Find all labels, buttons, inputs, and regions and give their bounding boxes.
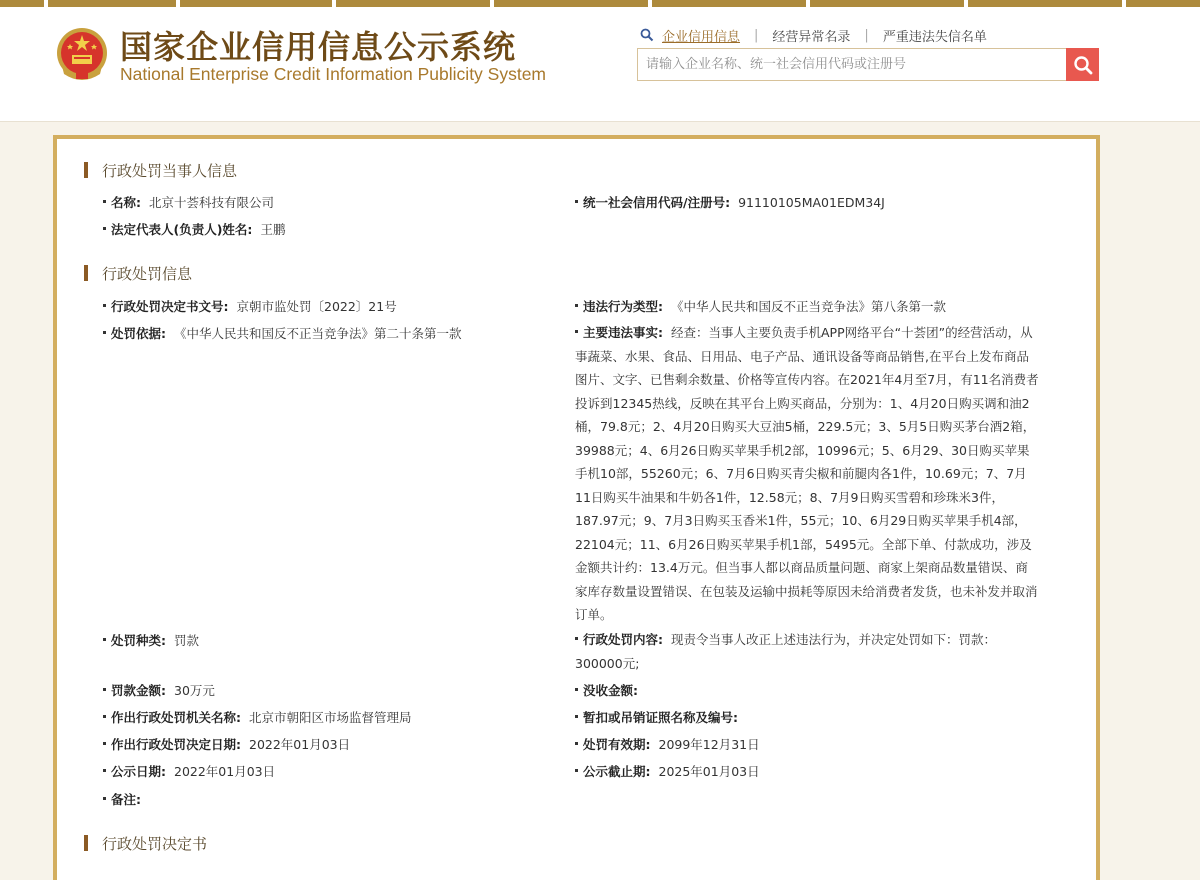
field-name (103, 194, 274, 212)
field-legal-rep (103, 221, 285, 239)
field-valid-period (575, 736, 760, 754)
top-bar-notch (648, 0, 652, 7)
site-title-cn: 国家企业信用信息公示系统 (120, 28, 517, 66)
search-button[interactable] (1066, 48, 1099, 81)
field-value: 30万元 (174, 683, 215, 698)
field-value: 罚款 (174, 633, 200, 648)
field-main-facts (575, 321, 1040, 627)
field-label: 没收金额: (583, 683, 638, 698)
top-bar-notch (806, 0, 810, 7)
site-header (0, 0, 1200, 122)
bullet-dot (575, 330, 578, 333)
top-nav (640, 26, 987, 44)
field-label: 处罚种类: (111, 633, 166, 648)
field-label: 公示日期: (111, 764, 166, 779)
bullet-dot (103, 769, 106, 772)
field-value: 2022年01月03日 (249, 737, 351, 752)
nav-abnormal-list[interactable]: 经营异常名录 (772, 29, 851, 45)
field-value: 王鹏 (260, 222, 286, 237)
bullet-dot (103, 304, 106, 307)
field-label: 公示截止期: (583, 764, 651, 779)
field-label: 名称: (111, 195, 141, 210)
site-title-en: National Enterprise Credit Information Publicity System (120, 64, 547, 84)
bullet-dot (103, 638, 106, 641)
bullet-dot (103, 797, 106, 800)
search-input[interactable] (637, 48, 1067, 81)
bullet-dot (575, 304, 578, 307)
nav-serious-violation[interactable]: 严重违法失信名单 (882, 29, 987, 45)
field-penalty-kind (103, 632, 199, 650)
top-bar-notch (44, 0, 48, 7)
national-emblem-icon (54, 26, 110, 84)
field-value: 现责令当事人改正上述违法行为，并决定处罚如下：罚款：300000元; (575, 632, 997, 671)
field-value: 北京十荟科技有限公司 (149, 195, 275, 210)
field-credit-code (575, 194, 885, 212)
field-label: 处罚有效期: (583, 737, 651, 752)
field-label: 备注: (111, 792, 141, 807)
field-decision-no (103, 298, 397, 316)
nav-enterprise-credit[interactable]: 企业信用信息 (662, 29, 741, 45)
section-title-party: 行政处罚当事人信息 (84, 160, 237, 181)
bullet-dot (103, 227, 106, 230)
search-icon (1073, 55, 1093, 75)
bullet-dot (103, 200, 106, 203)
field-publish-date (103, 763, 275, 781)
bullet-dot (575, 200, 578, 203)
field-value: 经查：当事人主要负责手机APP网络平台“十荟团”的经营活动，从事蔬菜、水果、食品、日用品、电子产品、通讯设备等商品销售,在平台上发布商品图片、文字、已售剩余数量、价格等宣传内容。在2021年4月至7月，有11名消费者投诉到12345热线，反映在其平台上购买商品，分别为：1、4月20日购买调和油2桶，79.8元；2、4月20日购买大豆油5桶，229.5元；3、5月5日购买茅台酒2箱，39988元；4、6月26日购买苹果手机2部，10996元；5、6月29、30日购买苹果手机10部，55260元；6、7月6日购买青尖椒和前腿肉各1件，10.69元；7、7月11日购买牛油果和牛奶各1件，12.58元；8、7月9日购买雪碧和珍珠米3件，187.97元；9、7月3日购买玉香米1件，55元；10、6月29日购买苹果手机4部，22104元；11、6月26日购买苹果手机1部，5495元。全部下单、付款成功，涉及金额共计约：13.4万元。但当事人都以商品质量问题、商家上架商品数量错误、商家库存数量设置错误、在包装及运输中损耗等原因未给消费者发货，也未补发并取消订单。 (575, 325, 1039, 622)
field-label: 统一社会信用代码/注册号: (583, 195, 731, 210)
top-bar-notch (176, 0, 180, 7)
field-value: 2025年01月03日 (658, 764, 760, 779)
field-fine-amount (103, 682, 215, 700)
field-authority (103, 709, 412, 727)
bullet-dot (575, 769, 578, 772)
field-label: 法定代表人(负责人)姓名: (111, 222, 253, 237)
field-label: 暂扣或吊销证照名称及编号: (583, 710, 738, 725)
bullet-dot (103, 331, 106, 334)
nav-divider: | (864, 27, 869, 43)
bullet-dot (575, 637, 578, 640)
field-basis (103, 325, 462, 343)
bullet-dot (103, 715, 106, 718)
field-publish-end (575, 763, 760, 781)
field-label: 处罚依据: (111, 326, 166, 341)
bullet-dot (575, 742, 578, 745)
bullet-dot (103, 688, 106, 691)
field-license (575, 709, 746, 727)
field-label: 作出行政处罚决定日期: (111, 737, 241, 752)
top-bar-notch (1122, 0, 1126, 7)
field-label: 行政处罚决定书文号: (111, 299, 229, 314)
top-accent-bar (0, 0, 1200, 7)
bullet-dot (575, 715, 578, 718)
field-remark (103, 791, 149, 809)
field-decision-date (103, 736, 350, 754)
field-value: 《中华人民共和国反不正当竞争法》第八条第一款 (671, 299, 947, 314)
field-label: 违法行为类型: (583, 299, 663, 314)
nav-divider: | (754, 27, 759, 43)
field-label: 作出行政处罚机关名称: (111, 710, 241, 725)
top-bar-notch (964, 0, 968, 7)
top-bar-notch (490, 0, 494, 7)
field-penalty-content (575, 628, 1040, 675)
field-value: 91110105MA01EDM34J (738, 195, 885, 210)
field-value: 2022年01月03日 (174, 764, 276, 779)
field-label: 主要违法事实: (583, 325, 663, 340)
field-value: 京朝市监处罚〔2022〕21号 (236, 299, 397, 314)
field-value: 北京市朝阳区市场监督管理局 (249, 710, 412, 725)
field-label: 罚款金额: (111, 683, 166, 698)
field-violation-type (575, 298, 946, 316)
section-title-decision-doc: 行政处罚决定书 (84, 833, 207, 854)
top-bar-notch (332, 0, 336, 7)
search-icon (640, 28, 654, 42)
field-label: 行政处罚内容: (583, 632, 663, 647)
field-value: 2099年12月31日 (658, 737, 760, 752)
bullet-dot (103, 742, 106, 745)
section-title-penalty: 行政处罚信息 (84, 263, 192, 284)
bullet-dot (575, 688, 578, 691)
field-confiscation (575, 682, 646, 700)
field-value: 《中华人民共和国反不正当竞争法》第二十条第一款 (174, 326, 462, 341)
